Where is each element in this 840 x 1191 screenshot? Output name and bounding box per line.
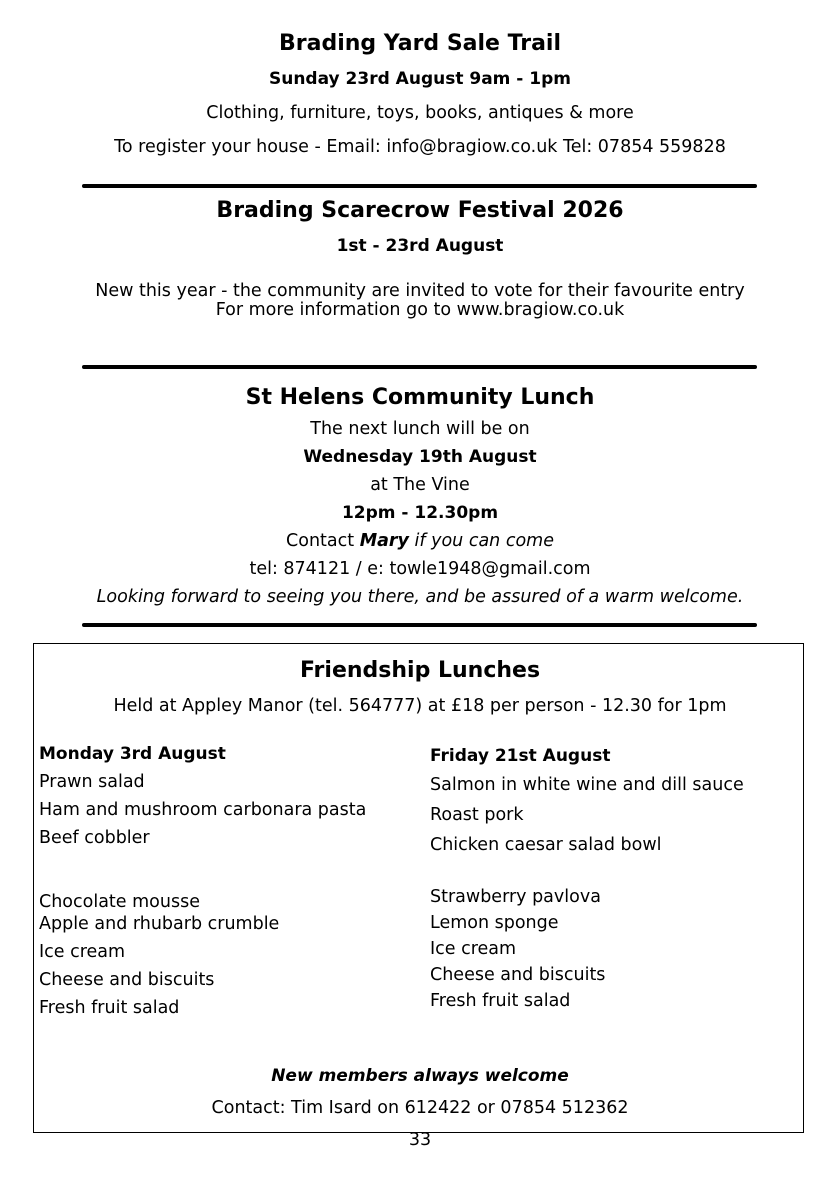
st-helens-contact-details: tel: 874121 / e: towle1948@gmail.com: [249, 559, 591, 579]
yard-sale-register: To register your house - Email: info@bragiow.co.uk Tel: 07854 559828: [114, 137, 726, 157]
st-helens-title: St Helens Community Lunch: [245, 385, 595, 410]
friendship-title: Friendship Lunches: [299, 658, 541, 683]
st-helens-venue: at The Vine: [370, 475, 470, 495]
scarecrow-line-2: For more information go to www.bragiow.co.uk: [215, 300, 625, 320]
st-helens-date: Wednesday 19th August: [303, 447, 537, 467]
st-helens-time: 12pm - 12.30pm: [341, 503, 499, 523]
contact-prefix: Contact: [286, 531, 360, 551]
menu-item: Ice cream: [39, 942, 126, 962]
menu-item: Lemon sponge: [430, 913, 559, 933]
yard-sale-date: Sunday 23rd August 9am - 1pm: [268, 69, 571, 89]
friendship-details: Held at Appley Manor (tel. 564777) at £18 per person - 12.30 for 1pm: [113, 696, 727, 716]
friday-heading: Friday 21st August: [430, 746, 611, 766]
st-helens-contact: [0, 531, 840, 551]
menu-item: Roast pork: [430, 805, 524, 825]
menu-item: Cheese and biscuits: [430, 965, 606, 985]
st-helens-intro: The next lunch will be on: [310, 419, 530, 439]
scarecrow-title: Brading Scarecrow Festival 2026: [216, 198, 624, 223]
scarecrow-line-1: New this year - the community are invited to vote for their favourite entry: [95, 281, 745, 301]
friendship-contact: Contact: Tim Isard on 612422 or 07854 512362: [211, 1098, 629, 1118]
menu-item: Fresh fruit salad: [430, 991, 571, 1011]
menu-item: Salmon in white wine and dill sauce: [430, 775, 744, 795]
menu-item: Strawberry pavlova: [430, 887, 601, 907]
friendship-welcome: New members always welcome: [271, 1066, 569, 1086]
contact-name: Mary: [359, 531, 409, 551]
page-number: 33: [408, 1130, 432, 1150]
menu-item: Ice cream: [430, 939, 517, 959]
menu-item: Chicken caesar salad bowl: [430, 835, 662, 855]
contact-suffix: if you can come: [408, 531, 554, 551]
divider: [82, 184, 757, 188]
menu-item: Fresh fruit salad: [39, 998, 180, 1018]
monday-heading: Monday 3rd August: [39, 744, 226, 764]
menu-item: Prawn salad: [39, 772, 145, 792]
friendship-lunches-box: [33, 643, 804, 1133]
st-helens-closing: Looking forward to seeing you there, and be assured of a warm welcome.: [96, 587, 744, 607]
menu-item: Ham and mushroom carbonara pasta: [39, 800, 367, 820]
menu-item: Beef cobbler: [39, 828, 150, 848]
divider: [82, 623, 757, 627]
yard-sale-title: Brading Yard Sale Trail: [278, 31, 561, 56]
menu-item: Cheese and biscuits: [39, 970, 215, 990]
menu-item: Apple and rhubarb crumble: [39, 914, 280, 934]
divider: [82, 365, 757, 369]
menu-item: Chocolate mousse: [39, 892, 200, 912]
yard-sale-items: Clothing, furniture, toys, books, antiques & more: [206, 103, 634, 123]
scarecrow-dates: 1st - 23rd August: [336, 236, 504, 256]
